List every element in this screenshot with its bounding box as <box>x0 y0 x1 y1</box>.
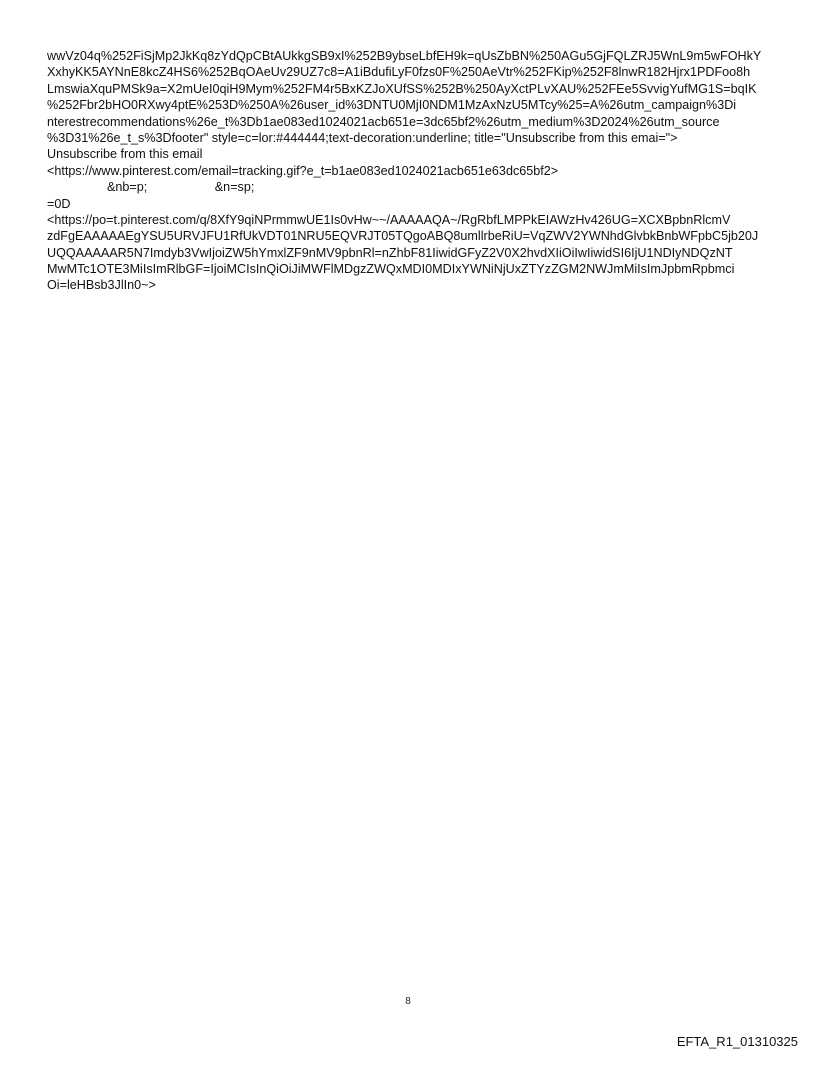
text-line-6: %3D31%26e_t_s%3Dfooter" style=c=lor:#444444;text-decoration:underline; title="Unsubscribe from this emai="> <box>47 130 678 145</box>
text-line-after-3: zdFgEAAAAAEgYSU5URVJFU1RfUkVDT01NRU5EQVRJT05TQgoABQ8umllrbeRiU=VqZWV2YWNhdGlvbkBnbWFpbC5jb20J <box>47 229 759 244</box>
text-line-3: LmswiaXquPMSk9a=X2mUeI0qiH9Mym%252FM4r5BxKZJoXUfSS%252B%250AyXctPLvXAU%252FEe5SvvigYufMG1S=bqIK <box>47 81 757 96</box>
text-line-4: %252Fbr2bHO0RXwy4ptE%253D%250A%26user_id%3DNTU0MjI0NDM1MzAxNzU5MTcy%25=A%26utm_campaign%3Di <box>47 98 737 113</box>
text-line-2: XxhyKK5AYNnE8kcZ4HS6%252BqOAeUv29UZ7c8=A1iBdufiLyF0fzs0F%250AeVtr%252FKip%252F8lnwR182Hjrx1PDFoo8h <box>47 65 751 80</box>
text-line-after-6: Oi=leHBsb3JlIn0~> <box>47 278 156 293</box>
unsubscribe-text: Unsubscribe from this email <box>47 147 203 162</box>
text-line-after-4: UQQAAAAAR5N7Imdyb3VwIjoiZW5hYmxlZF9nMV9pbnRl=nZhbF81IiwidGFyZ2V0X2hvdXIiOiIwIiwidSI6IjU1NDIyNDQzNT <box>47 245 733 260</box>
text-line-after-1: =0D <box>47 196 71 211</box>
page-number: 8 <box>405 996 411 1007</box>
text-line-after-2: <https://po=t.pinterest.com/q/8XfY9qiNPrmmwUE1Is0vHw~~/AAAAAQA~/RgRbfLMPPkEIAWzHv426UG=XCXBpbnRlcmV <box>47 212 731 227</box>
nbsp-fragment-1: &nb=p; <box>107 180 148 195</box>
tracking-url-line: <https://www.pinterest.com/email=tracking.gif?e_t=b1ae083ed1024021acb651e63dc65bf2> <box>47 163 559 178</box>
email-source-text <box>47 48 777 294</box>
text-line-after-5: MwMTc1OTE3MiIsImRlbGF=IjoiMCIsInQiOiJiMWFlMDgzZWQxMDI0MDIxYWNiNjUxZTYzZGM2NWJmMiIsImJpbmRpbmci <box>47 262 735 277</box>
text-line-1: wwVz04q%252FiSjMp2JkKq8zYdQpCBtAUkkgSB9xI%252B9ybseLbfEH9k=qUsZbBN%250AGu5GjFQLZRJ5WnL9m5wFOHkY <box>47 49 762 63</box>
nbsp-tab-line <box>47 179 777 195</box>
text-line-5: nterestrecommendations%26e_t%3Db1ae083ed1024021acb651e=3dc65bf2%26utm_medium%3D2024%26utm_source <box>47 114 720 129</box>
nbsp-fragment-2: &n=sp; <box>214 180 255 195</box>
document-id: EFTA_R1_01310325 <box>676 1034 798 1049</box>
